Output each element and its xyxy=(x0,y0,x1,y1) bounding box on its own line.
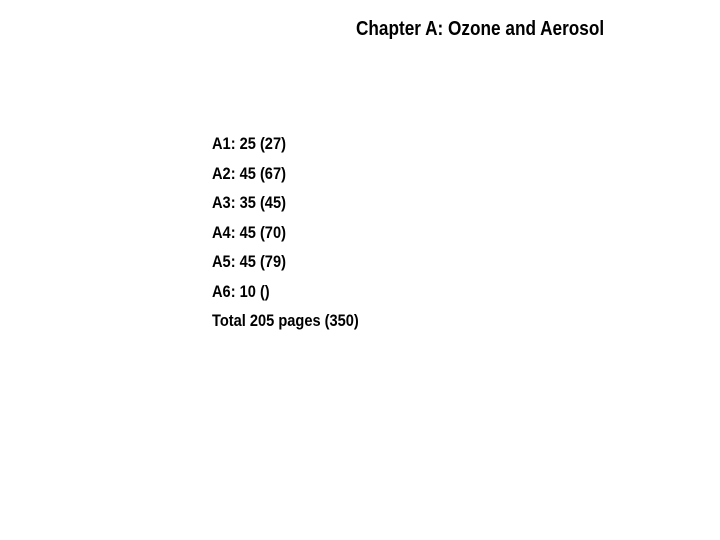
list-item-a2: A2: 45 (67) xyxy=(212,163,286,183)
page-count-list xyxy=(212,129,383,336)
slide-title: Chapter A: Ozone and Aerosol xyxy=(356,18,605,40)
list-item-a6: A6: 10 () xyxy=(212,281,270,301)
list-item-a4: A4: 45 (70) xyxy=(212,222,286,242)
list-item-a5: A5: 45 (79) xyxy=(212,252,286,271)
list-item-a1: A1: 25 (27) xyxy=(212,134,286,153)
list-item-total: Total 205 pages (350) xyxy=(212,311,359,330)
list-item-a3: A3: 35 (45) xyxy=(212,193,286,212)
